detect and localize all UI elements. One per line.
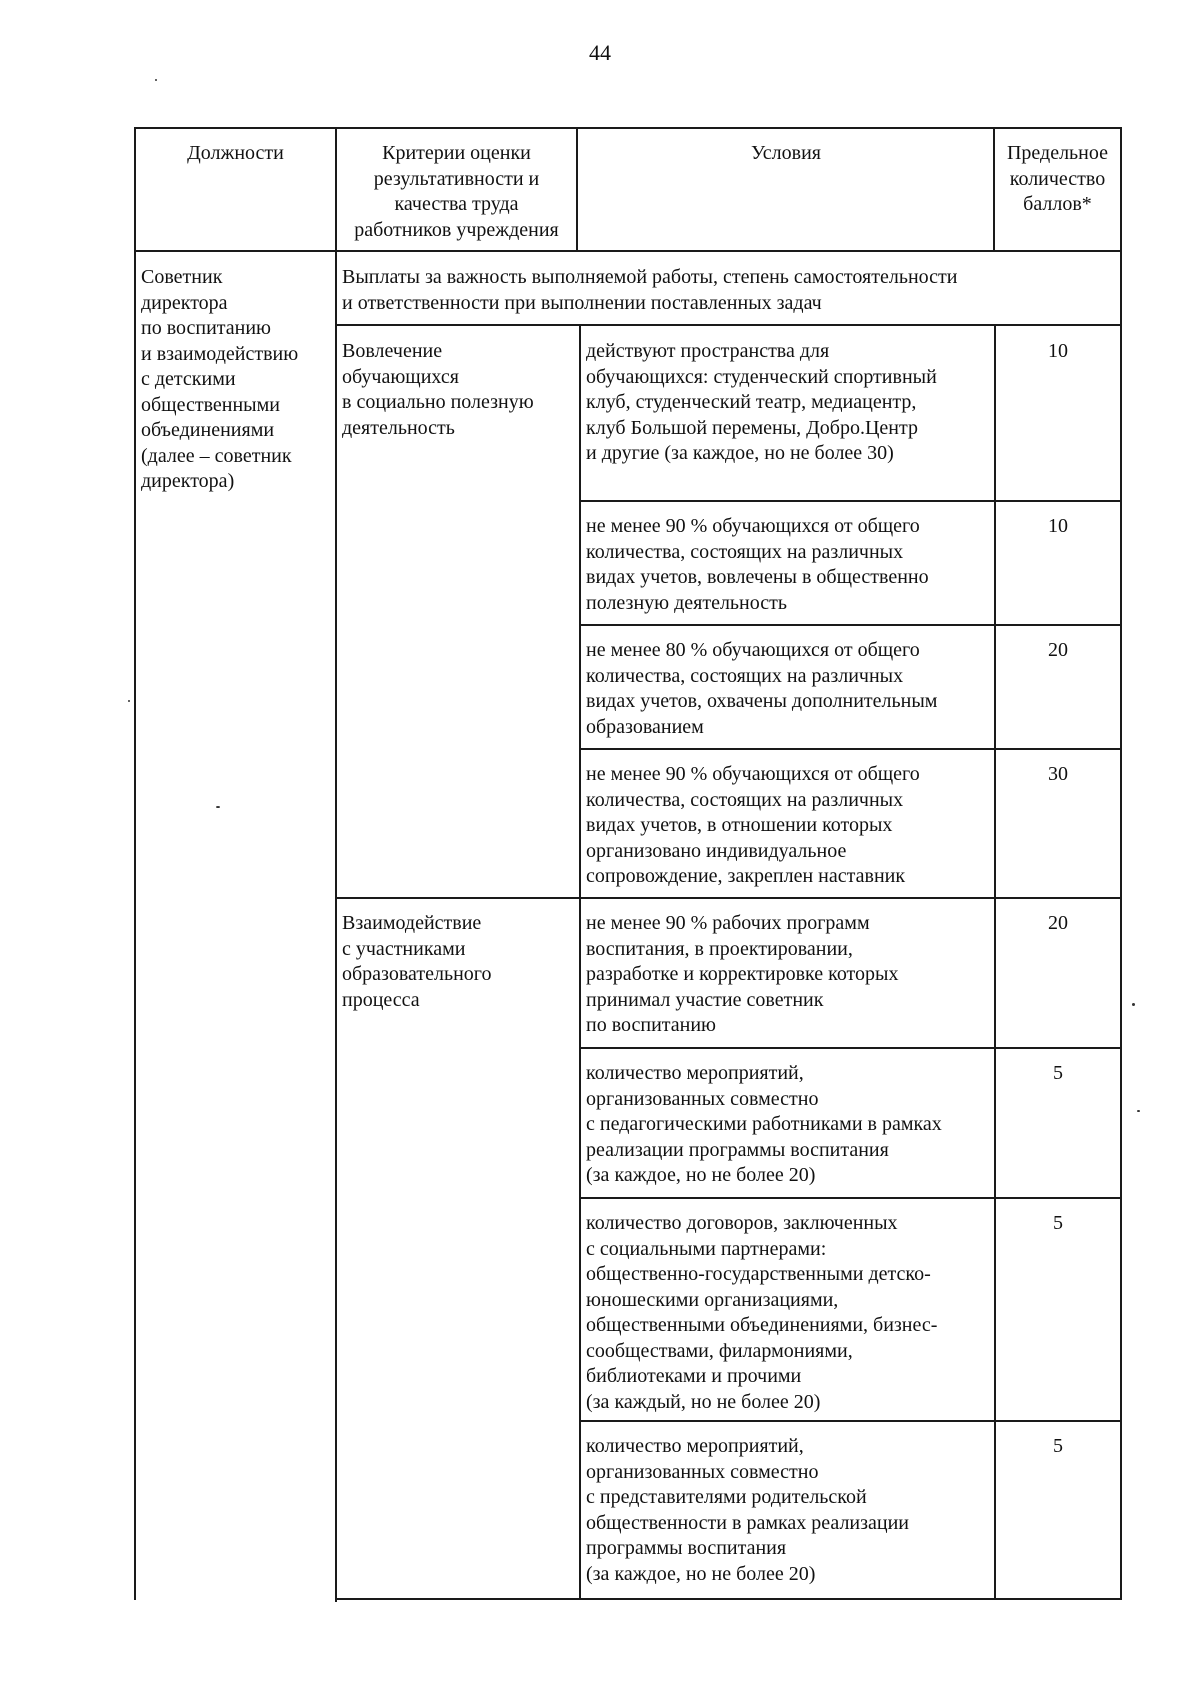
column-divider-1 [335, 127, 337, 1602]
points-value: 5 [1053, 1435, 1063, 1457]
points-value: 30 [1048, 763, 1068, 785]
criterion-name: Взаимодействие с участниками образовательного процесса [342, 912, 492, 1011]
header-criteria: Критерии оценки результативности и качества труда работников учреждения [354, 142, 559, 241]
points-value: 10 [1048, 340, 1068, 362]
position-cell: Советник директора по воспитанию и взаимодействию с детскими общественными объединениями (далее – советник директора) [141, 266, 299, 492]
criterion-name: Вовлечение обучающихся в социально полезную деятельность [342, 340, 534, 439]
page-number: 44 [589, 40, 611, 65]
row-divider [579, 1197, 1122, 1199]
condition-text: не менее 90 % рабочих программ воспитания, в проектировании, разработке и корректировке которых принимал участие советник по воспитанию [586, 912, 899, 1036]
condition-text: количество договоров, заключенных с социальными партнерами: общественно-государственными детско- юношескими организациями, общественными объединениями, бизнес- сообществами, филармониями, библиотеками и прочими (за каждый, но не более 20) [586, 1212, 938, 1413]
row-divider [579, 500, 1122, 502]
section-title: Выплаты за важность выполняемой работы, степень самостоятельности и ответственности при выполнении поставленных задач [342, 266, 958, 314]
table-bottom-line [335, 1598, 1122, 1600]
header-positions: Должности [187, 142, 284, 164]
row-divider [579, 748, 1122, 750]
condition-text: не менее 90 % обучающихся от общего количества, состоящих на различных видах учетов, вовлечены в общественно полезную деятельность [586, 515, 929, 614]
table-border-top [134, 127, 1122, 129]
header-max-points: Предельное количество баллов* [1006, 142, 1109, 215]
condition-text: не менее 80 % обучающихся от общего количества, состоящих на различных видах учетов, охвачены дополнительным образованием [586, 639, 938, 738]
column-divider-2 [576, 127, 578, 250]
header-divider [134, 250, 1122, 252]
points-value: 5 [1053, 1062, 1063, 1084]
row-divider [579, 1047, 1122, 1049]
row-divider [579, 624, 1122, 626]
condition-text: количество мероприятий, организованных совместно с педагогическими работниками в рамках реализации программы воспитания (за каждое, но не более 20) [586, 1062, 942, 1186]
points-value: 20 [1048, 639, 1068, 661]
points-value: 20 [1048, 912, 1068, 934]
points-value: 5 [1053, 1212, 1063, 1234]
points-value: 10 [1048, 515, 1068, 537]
column-divider-2 [579, 325, 581, 1600]
table-border-right [1120, 127, 1122, 1600]
row-divider [579, 1420, 1122, 1422]
condition-text: действуют пространства для обучающихся: студенческий спортивный клуб, студенческий театр, медиацентр, клуб Большой перемены, Добро.Центр и другие (за каждое, но не более 30) [586, 340, 937, 464]
condition-text: количество мероприятий, организованных совместно с представителями родительской общественности в рамках реализации программы воспитания (за каждое, но не более 20) [586, 1435, 910, 1585]
condition-text: не менее 90 % обучающихся от общего количества, состоящих на различных видах учетов, в отношении которых организовано индивидуальное сопровождение, закреплен наставник [586, 763, 920, 887]
table-border-left [134, 127, 136, 1600]
header-conditions: Условия [751, 142, 821, 164]
row-divider [335, 897, 1122, 899]
section-divider [335, 324, 1122, 326]
